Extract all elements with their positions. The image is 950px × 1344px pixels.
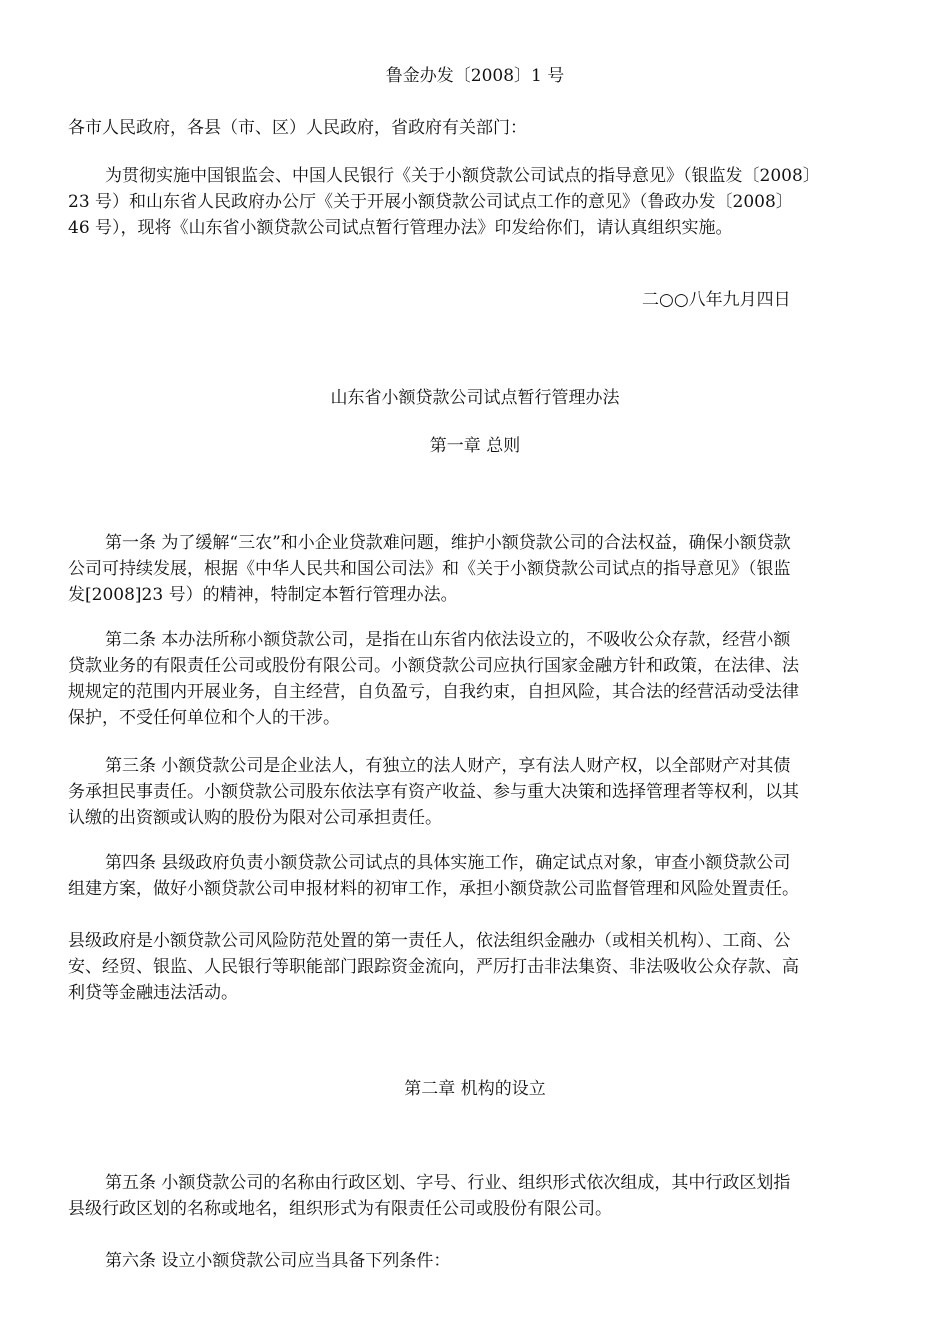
article-5 bbox=[68, 1170, 790, 1222]
paragraph-line: 安、经贸、银监、人民银行等职能部门跟踪资金流向，严厉打击非法集资、非法吸收公众存款、高 bbox=[68, 957, 799, 977]
paragraph-line: 贷款业务的有限责任公司或股份有限公司。小额贷款公司应执行国家金融方针和政策，在法律、法 bbox=[68, 656, 799, 676]
chapter-heading: 第二章 机构的设立 bbox=[404, 1079, 546, 1099]
article-2 bbox=[68, 627, 799, 731]
article-6: 第六条 设立小额贷款公司应当具备下列条件： bbox=[105, 1251, 451, 1271]
paragraph-line: 认缴的出资额或认购的股份为限对公司承担责任。 bbox=[68, 808, 442, 828]
chapter-heading: 第一章 总则 bbox=[429, 436, 521, 456]
paragraph-line: 公司可持续发展，根据《中华人民共和国公司法》和《关于小额贷款公司试点的指导意见》（银监 bbox=[68, 559, 791, 579]
paragraph-line: 第三条 小额贷款公司是企业法人，有独立的法人财产，享有法人财产权，以全部财产对其债 bbox=[105, 756, 791, 776]
paragraph-line: 发[2008]23 号）的精神，特制定本暂行管理办法。 bbox=[68, 585, 458, 605]
paragraph-line: 规规定的范围内开展业务，自主经营，自负盈亏，自我约束，自担风险，其合法的经营活动受法律 bbox=[68, 682, 799, 702]
paragraph-line: 46 号），现将《山东省小额贷款公司试点暂行管理办法》印发给你们，请认真组织实施。 bbox=[68, 218, 733, 238]
article-1 bbox=[68, 530, 791, 608]
paragraph-line: 第五条 小额贷款公司的名称由行政区划、字号、行业、组织形式依次组成，其中行政区划指 bbox=[105, 1173, 791, 1193]
paragraph-line: 组建方案，做好小额贷款公司申报材料的初审工作，承担小额贷款公司监督管理和风险处置责任。 bbox=[68, 879, 799, 899]
notice-paragraph bbox=[68, 163, 820, 241]
paragraph-line: 保护，不受任何单位和个人的干涉。 bbox=[68, 708, 340, 728]
salutation: 各市人民政府，各县（市、区）人民政府，省政府有关部门： bbox=[68, 118, 527, 138]
issue-date: 二○○八年九月四日 bbox=[642, 290, 791, 310]
paragraph-line: 利贷等金融违法活动。 bbox=[68, 983, 238, 1003]
article-3 bbox=[68, 753, 799, 831]
paragraph-line: 县级政府是小额贷款公司风险防范处置的第一责任人，依法组织金融办（或相关机构）、工商、公 bbox=[68, 931, 791, 951]
paragraph-line: 为贯彻实施中国银监会、中国人民银行《关于小额贷款公司试点的指导意见》（银监发〔2008〕 bbox=[105, 166, 820, 186]
paragraph-line: 县级行政区划的名称或地名，组织形式为有限责任公司或股份有限公司。 bbox=[68, 1199, 612, 1219]
paragraph-line: 第四条 县级政府负责小额贷款公司试点的具体实施工作，确定试点对象，审查小额贷款公司 bbox=[105, 853, 791, 873]
doc-number: 鲁金办发〔2008〕1 号 bbox=[385, 66, 565, 86]
paragraph-line: 第二条 本办法所称小额贷款公司，是指在山东省内依法设立的，不吸收公众存款，经营小额 bbox=[105, 630, 791, 650]
paragraph-line: 务承担民事责任。小额贷款公司股东依法享有资产收益、参与重大决策和选择管理者等权利，以其 bbox=[68, 782, 799, 802]
paragraph-line: 第一条 为了缓解“三农”和小企业贷款难问题，维护小额贷款公司的合法权益，确保小额贷款 bbox=[105, 533, 791, 553]
article-4-continuation bbox=[68, 928, 799, 1006]
article-4 bbox=[68, 850, 799, 902]
paragraph-line: 23 号）和山东省人民政府办公厅《关于开展小额贷款公司试点工作的意见》（鲁政办发〔2008〕 bbox=[68, 192, 793, 212]
document-title: 山东省小额贷款公司试点暂行管理办法 bbox=[330, 388, 620, 408]
